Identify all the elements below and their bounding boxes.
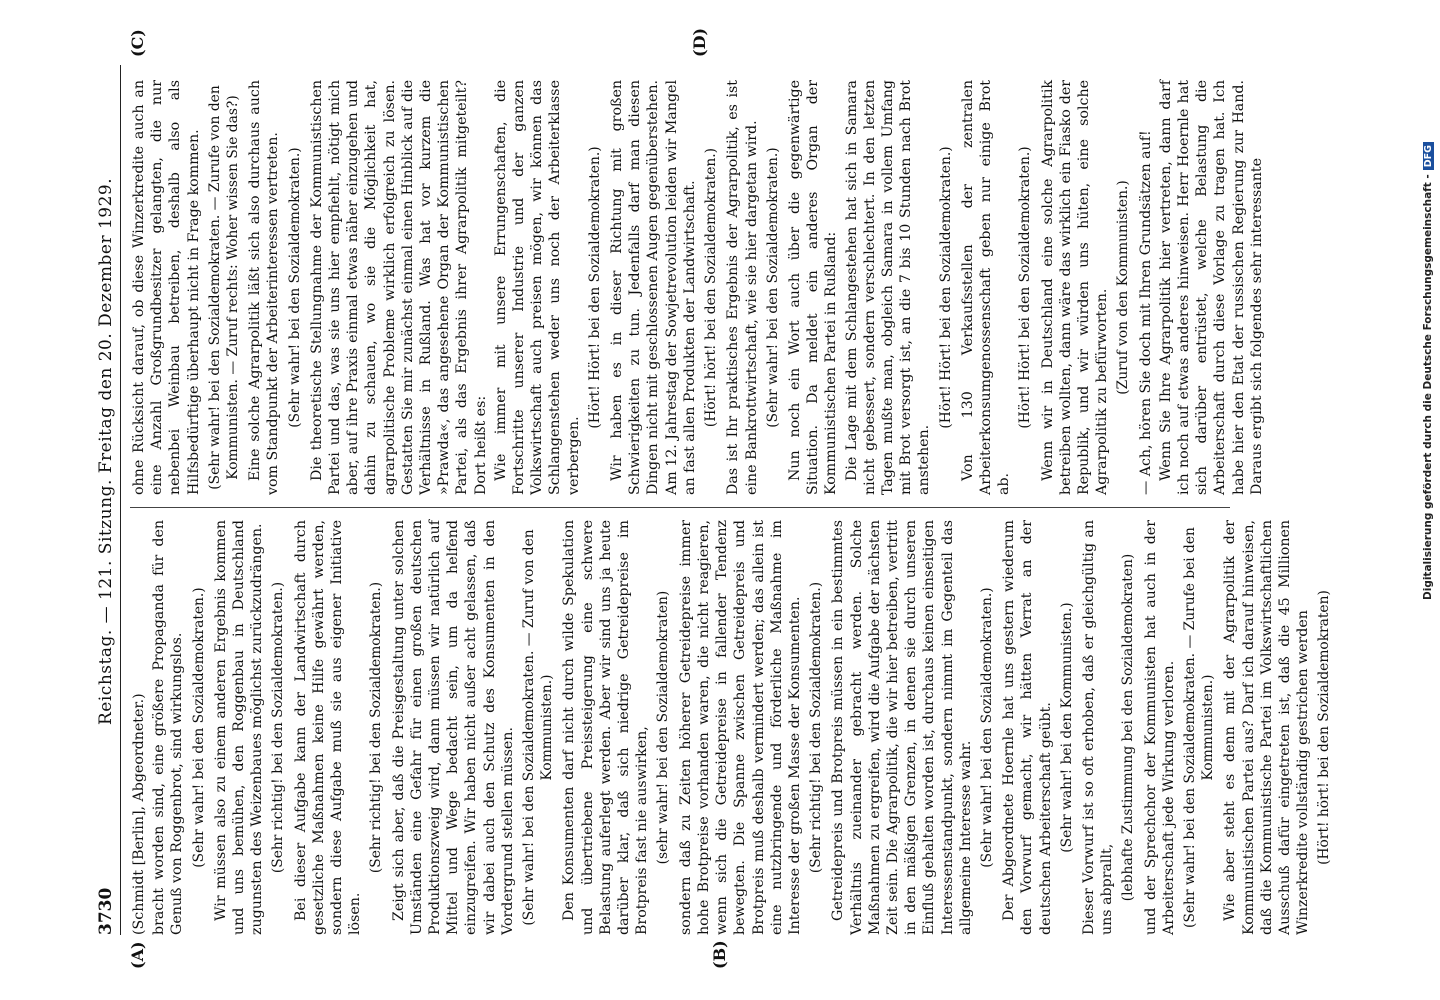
header-rule	[120, 65, 121, 935]
margin-mark-a: (A)	[128, 941, 147, 969]
interjection: (Sehr wahr! bei den Sozialdemokraten.)	[190, 587, 207, 868]
paragraph: Die theoretische Stellungnahme der Kommunistischen Partei und das, was sie uns hier empfiehlt, nötigt mich aber, auf ihre Praxis einmal etwas näher einzugehen und dahin zu schauen, wo sie die Möglichkeit hat, agrarpolitische Probleme wirklich erfolgreich zu lösen. Gestatten Sie mir zunächst einmal einen Hinblick auf die Verhältnisse in Rußland. Was hat vor kurzem die »Prawda«, das angesehene Organ der Kommunistischen Partei, als das Ergebnis ihrer Agrarpolitik mitgeteilt? Dort heißt es:	[308, 80, 489, 495]
interjection: (Hört! Hört! bei den Sozialdemokraten.)	[937, 146, 954, 429]
interjection: (Sehr wahr! bei den Sozialdemokraten.)	[286, 147, 303, 428]
interjection: (lebhafte Zustimmung bei den Sozialdemokraten)	[1120, 553, 1137, 902]
page-number: 3730	[96, 887, 116, 935]
margin-mark-d: (D)	[690, 27, 709, 57]
interjection: (sehr wahr! bei den Sozialdemokraten)	[655, 590, 672, 865]
dfg-logo: DFG	[1423, 142, 1434, 170]
paragraph: und der Sprechchor der Kommunisten hat auch in der Arbeiterschaft jede Wirkung verloren.	[1142, 520, 1177, 935]
paragraph: Wie immer mit unsere Errungenschaften, die Fortschritte unserer Industrie und der ganzen Volkswirtschaft auch preisen mögen, wir können das Schlangenstehen weder uns noch der Arbeiterklasse verbergen.	[492, 80, 582, 495]
paragraph: Wenn Sie Ihre Agrarpolitik hier vertreten, dann darf ich noch auf etwas anderes hinweisen. Herr Hoernle hat sich darüber entrüstet, welche Belastung die Arbeiterschaft durch diese Vorlage zu tragen hat. Ich habe hier den Etat der russischen Regierung zur Hand. Daraus ergibt sich folgendes sehr interessante	[1157, 80, 1265, 495]
paragraph: Den Konsumenten darf nicht durch wilde Spekulation und übertriebene Preissteigerung eine schwere Belastung auferlegt werden. Aber wir sind uns ja heute darüber klar, daß sich niedrige Getreidepreise im Brotpreis fast nie auswirken,	[561, 520, 651, 935]
interjection: (Sehr wahr! bei den Sozialdemokraten.)	[978, 587, 995, 868]
interjection: (Sehr wahr! bei den Sozialdemokraten. — Zuruf von den Kommunisten.)	[521, 529, 556, 926]
interjection: (Hört! hört! bei den Sozialdemokraten)	[1316, 590, 1333, 865]
paragraph: Der Abgeordnete Hoernle hat uns gestern wiederum den Vorwurf gemacht, wir hätten Verrat an der deutschen Arbeiterschaft geübt.	[1001, 520, 1054, 935]
paragraph: Wenn wir in Deutschland eine solche Agrarpolitik betreiben wollten, dann wäre das wirklich ein Fiasko der Republik, und wir würden uns hüten, eine solche Agrarpolitik zu befürworten.	[1039, 80, 1111, 495]
paragraph: Zeigt sich aber, daß die Preisgestaltung unter solchen Umständen eine Gefahr für einen großen deutschen Produktionszweig wird, dann müssen wir natürlich auf Mittel und Wege bedacht sein, um da helfend einzugreifen. Wir haben nicht außer acht gelassen, daß wir dabei auch den Schutz des Konsumenten in den Vordergrund stellen müssen.	[390, 520, 516, 935]
margin-mark-b: (B)	[710, 940, 729, 969]
page-title: Reichstag. — 121. Sitzung. Freitag den 20. Dezember 1929.	[96, 177, 116, 725]
paragraph: Die Lage mit dem Schlangestehen hat sich in Samara nicht gebessert, sondern verschlechtert. In den letzten Tagen mußte man, obgleich Samara in vollem Umfang mit Brot versorgt ist, an die 7 bis 10 Stunden nach Brot anstehen.	[843, 80, 933, 495]
interjection: (Sehr wahr! bei den Kommunisten.)	[1058, 602, 1075, 853]
paragraph: Getreidepreis und Brotpreis müssen in ein bestimmtes Verhältnis zueinander gebracht werden. Solche Maßnahmen zu ergreifen, wird die Aufgabe der nächsten Zeit sein. Die Agrarpolitik, die wir hier betreiben, vertritt in den mäßigen Grenzen, in denen sie durch unseren Einfluß gehalten worden ist, durchaus keinen einseitigen Interessenstandpunkt, sondern nimmt im Gegenteil das allgemeine Interesse wahr.	[830, 520, 974, 935]
interjection: (Hört! hört! bei den Sozialdemokraten.)	[703, 147, 720, 428]
interjection: (Hört! Hört! bei den Sozialdemokraten.)	[1017, 146, 1034, 429]
paragraph: Nun noch ein Wort auch über die gegenwärtige Situation. Da meldet ein anderes Organ der Kommunistischen Partei in Rußland:	[786, 80, 840, 495]
paragraph: Eine solche Agrarpolitik läßt sich also durchaus auch vom Standpunkt der Arbeiterinteressen vertreten.	[247, 80, 282, 495]
left-column	[130, 520, 1333, 935]
interjection: (Hört! Hört! bei den Sozialdemokraten.)	[586, 146, 603, 429]
paragraph: bracht worden sind, eine größere Propaganda für den Genuß von Roggenbrot, sind wirkungslos.	[151, 520, 186, 935]
column-divider	[130, 507, 1230, 508]
rotated-page	[90, 27, 1333, 969]
interjection: (Sehr richtig! bei den Sozialdemokraten.)	[808, 581, 825, 874]
interjection: (Sehr richtig! bei den Sozialdemokraten.)	[270, 581, 287, 874]
paragraph: sondern daß zu Zeiten höherer Getreidepreise immer hohe Brotpreise vorhanden waren, die nicht reagieren, wenn sich die Getreidepreise in fallender Tendenz bewegten. Die Spanne zwischen Getreidepreis und Brotpreis muß deshalb vermindert werden; das allein ist eine nutzbringende und förderliche Maßnahme im Interesse der großen Masse der Konsumenten.	[677, 520, 803, 935]
page-header	[90, 65, 124, 935]
paragraph: Wir müssen also zu einem anderen Ergebnis kommen und uns bemühen, den Roggenbau in Deutschland zugunsten des Weizenbaues möglichst zurückzudrängen.	[212, 520, 266, 935]
interjection: (Sehr richtig! bei den Sozialdemokraten.)	[368, 581, 385, 874]
paragraph: — Ach, hören Sie doch mit Ihren Grundsätzen auf!	[1137, 130, 1154, 495]
paragraph: Dieser Vorwurf ist so oft erhoben, daß er gleichgültig an uns abprallt,	[1080, 520, 1116, 935]
paragraph: Wir haben es in dieser Richtung mit großen Schwierigkeiten zu tun. Jedenfalls darf man diesen Dingen nicht mit geschlossenen Augen gegenüberstehen. Am 12. Jahrestag der Sowjetrevolution leiden wir Mangel an fast allen Produkten der Landwirtschaft.	[609, 80, 698, 495]
interjection: (Sehr wahr! bei den Sozialdemokraten.)	[764, 147, 781, 428]
interjection: (Sehr wahr! bei den Sozialdemokraten. — Zurufe bei den Kommunisten.)	[1181, 527, 1217, 928]
right-column	[130, 80, 1310, 495]
paragraph: Das ist Ihr praktisches Ergebnis der Agrarpolitik, es ist eine Bankrottwirtschaft, wie sie hier dargetan wird.	[725, 80, 760, 495]
paragraph: Von 130 Verkaufsstellen der zentralen Arbeiterkonsumgenossenschaft geben nur einige Brot ab.	[959, 80, 1013, 495]
paragraph: Bei dieser Aufgabe kann der Landwirtschaft durch gesetzliche Maßnahmen keine Hilfe gewährt werden, sondern diese Aufgabe muß sie aus eigener Initiative lösen.	[292, 520, 364, 935]
paragraph: ohne Rücksicht darauf, ob diese Winzerkredite auch an eine Anzahl Großgrundbesitzer gelangten, die nur nebenbei Weinbau betreiben, deshalb also als Hilfsbedürftige überhaupt nicht in Frage kommen.	[131, 80, 202, 495]
paragraph: (Schmidt [Berlin], Abgeordneter.)	[131, 693, 147, 935]
margin-mark-c: (C)	[128, 29, 147, 57]
digitization-note	[1422, 10, 1440, 600]
paragraph: Wie aber steht es denn mit der Agrarpolitik der Kommunistischen Partei aus? Darf ich darauf hinweisen, daß die Kommunistische Partei im Volkswirtschaftlichen Ausschuß dafür eingetreten ist, daß die 45 Millionen Winzerkredite vollständig gestrichen werden	[1222, 520, 1312, 935]
digitization-text: Digitalisierung gefördert durch die Deutsche Forschungsgemeinschaft -	[1422, 174, 1434, 600]
interjection: (Zuruf von den Kommunisten.)	[1115, 180, 1132, 395]
interjection: (Sehr wahr! bei den Sozialdemokraten. — Zurufe von den Kommunisten. — Zuruf rechts: Woher wissen Sie das?)	[206, 85, 242, 490]
